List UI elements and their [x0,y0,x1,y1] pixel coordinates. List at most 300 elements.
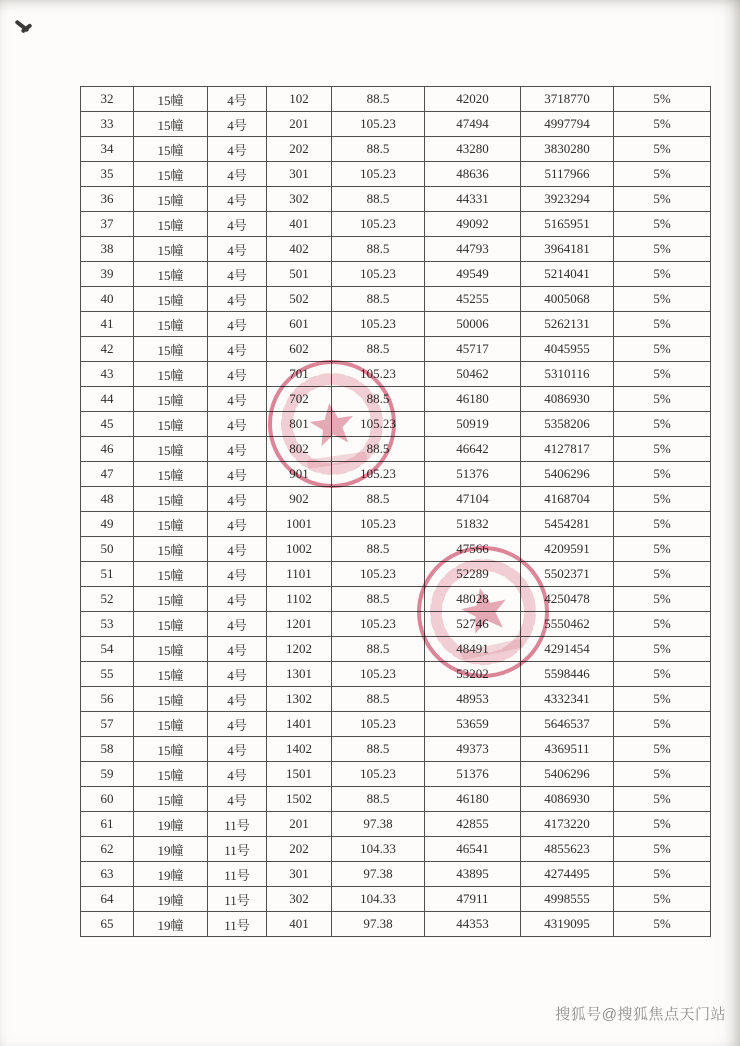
cell-building: 15幢 [134,87,208,112]
table-row [81,912,711,937]
cell-unit: 4号 [208,787,267,812]
cell-unit: 11号 [208,862,267,887]
table-row [81,437,711,462]
table-row [81,212,711,237]
cell-total-price: 3964181 [521,237,614,262]
cell-building: 15幢 [134,212,208,237]
cell-area: 105.23 [332,512,425,537]
cell-building: 15幢 [134,537,208,562]
table-row [81,712,711,737]
cell-area: 97.38 [332,812,425,837]
cell-room: 1401 [267,712,332,737]
cell-room: 502 [267,287,332,312]
table-row [81,112,711,137]
cell-row-no: 44 [81,387,134,412]
cell-row-no: 39 [81,262,134,287]
cell-total-price: 5502371 [521,562,614,587]
table-row [81,737,711,762]
cell-rate: 5% [614,512,711,537]
cell-row-no: 59 [81,762,134,787]
cell-unit: 4号 [208,587,267,612]
cell-unit-price: 53659 [425,712,521,737]
cell-unit: 4号 [208,562,267,587]
cell-total-price: 4319095 [521,912,614,937]
cell-area: 88.5 [332,337,425,362]
cell-unit: 4号 [208,212,267,237]
cell-area: 97.38 [332,912,425,937]
cell-building: 15幢 [134,512,208,537]
cell-unit-price: 49092 [425,212,521,237]
cell-unit: 4号 [208,87,267,112]
cell-row-no: 42 [81,337,134,362]
cell-building: 15幢 [134,462,208,487]
cell-unit-price: 48953 [425,687,521,712]
cell-building: 15幢 [134,612,208,637]
cell-rate: 5% [614,212,711,237]
cell-unit: 4号 [208,112,267,137]
cell-unit: 4号 [208,412,267,437]
cell-rate: 5% [614,387,711,412]
cell-room: 302 [267,187,332,212]
table-row [81,537,711,562]
cell-room: 1102 [267,587,332,612]
cell-building: 15幢 [134,412,208,437]
cell-unit: 4号 [208,187,267,212]
cell-unit: 11号 [208,812,267,837]
table-row [81,412,711,437]
cell-unit-price: 42855 [425,812,521,837]
table-row [81,337,711,362]
cell-unit: 4号 [208,537,267,562]
table-row [81,137,711,162]
cell-row-no: 35 [81,162,134,187]
cell-rate: 5% [614,562,711,587]
cell-building: 15幢 [134,762,208,787]
cell-total-price: 5646537 [521,712,614,737]
cell-building: 15幢 [134,362,208,387]
cell-unit: 4号 [208,687,267,712]
cell-total-price: 4250478 [521,587,614,612]
cell-room: 1101 [267,562,332,587]
cell-area: 88.5 [332,437,425,462]
cell-area: 105.23 [332,662,425,687]
cell-total-price: 5454281 [521,512,614,537]
cell-total-price: 4369511 [521,737,614,762]
cell-unit: 4号 [208,662,267,687]
cell-building: 15幢 [134,262,208,287]
cell-unit: 4号 [208,337,267,362]
cell-total-price: 4086930 [521,787,614,812]
cell-total-price: 4332341 [521,687,614,712]
cell-unit-price: 50006 [425,312,521,337]
cell-rate: 5% [614,162,711,187]
cell-total-price: 5406296 [521,462,614,487]
cell-total-price: 4997794 [521,112,614,137]
cell-building: 15幢 [134,312,208,337]
cell-row-no: 51 [81,562,134,587]
table-row [81,812,711,837]
cell-unit: 4号 [208,387,267,412]
cell-total-price: 3718770 [521,87,614,112]
cell-row-no: 60 [81,787,134,812]
cell-total-price: 4086930 [521,387,614,412]
cell-unit-price: 49373 [425,737,521,762]
cell-room: 302 [267,887,332,912]
cell-room: 201 [267,812,332,837]
cell-rate: 5% [614,887,711,912]
cell-total-price: 5214041 [521,262,614,287]
cell-row-no: 38 [81,237,134,262]
cell-rate: 5% [614,587,711,612]
table-row [81,512,711,537]
cell-unit: 4号 [208,287,267,312]
cell-building: 15幢 [134,287,208,312]
cell-area: 105.23 [332,462,425,487]
cell-rate: 5% [614,487,711,512]
cell-room: 1001 [267,512,332,537]
cell-total-price: 4209591 [521,537,614,562]
cell-room: 501 [267,262,332,287]
table-row [81,87,711,112]
table-row [81,162,711,187]
table-row [81,487,711,512]
cell-area: 88.5 [332,487,425,512]
cell-rate: 5% [614,437,711,462]
table-row [81,762,711,787]
cell-room: 1201 [267,612,332,637]
cell-rate: 5% [614,862,711,887]
cell-unit-price: 50919 [425,412,521,437]
table-row [81,312,711,337]
cell-total-price: 4005068 [521,287,614,312]
cell-total-price: 4173220 [521,812,614,837]
cell-rate: 5% [614,362,711,387]
table-row [81,387,711,412]
cell-row-no: 47 [81,462,134,487]
table-row [81,187,711,212]
cell-unit-price: 46541 [425,837,521,862]
cell-building: 15幢 [134,387,208,412]
cell-building: 15幢 [134,162,208,187]
cell-room: 701 [267,362,332,387]
cell-row-no: 61 [81,812,134,837]
cell-unit-price: 53202 [425,662,521,687]
cell-unit-price: 45255 [425,287,521,312]
cell-building: 15幢 [134,237,208,262]
cell-unit-price: 47104 [425,487,521,512]
cell-unit-price: 47911 [425,887,521,912]
cell-area: 88.5 [332,287,425,312]
cell-building: 15幢 [134,737,208,762]
cell-building: 19幢 [134,887,208,912]
cell-unit: 4号 [208,162,267,187]
cell-room: 401 [267,912,332,937]
cell-total-price: 4168704 [521,487,614,512]
cell-rate: 5% [614,737,711,762]
cell-unit-price: 46642 [425,437,521,462]
cell-total-price: 5550462 [521,612,614,637]
cell-rate: 5% [614,412,711,437]
cell-row-no: 63 [81,862,134,887]
cell-room: 1502 [267,787,332,812]
cell-unit: 4号 [208,512,267,537]
cell-unit: 4号 [208,362,267,387]
cell-room: 402 [267,237,332,262]
cell-unit-price: 49549 [425,262,521,287]
cell-building: 15幢 [134,487,208,512]
cell-area: 88.5 [332,237,425,262]
cell-rate: 5% [614,687,711,712]
cell-area: 105.23 [332,362,425,387]
cell-unit-price: 44353 [425,912,521,937]
cell-room: 301 [267,862,332,887]
cell-building: 15幢 [134,587,208,612]
cell-row-no: 57 [81,712,134,737]
cell-room: 102 [267,87,332,112]
cell-rate: 5% [614,187,711,212]
cell-row-no: 65 [81,912,134,937]
cell-rate: 5% [614,112,711,137]
cell-building: 15幢 [134,187,208,212]
cell-area: 88.5 [332,687,425,712]
cell-building: 19幢 [134,837,208,862]
table-row [81,237,711,262]
cell-building: 15幢 [134,112,208,137]
cell-rate: 5% [614,762,711,787]
cell-unit-price: 51832 [425,512,521,537]
cell-row-no: 58 [81,737,134,762]
cell-total-price: 3923294 [521,187,614,212]
table-row [81,287,711,312]
cell-row-no: 64 [81,887,134,912]
cell-building: 15幢 [134,337,208,362]
cell-row-no: 56 [81,687,134,712]
cell-room: 702 [267,387,332,412]
cell-unit-price: 46180 [425,387,521,412]
cell-row-no: 34 [81,137,134,162]
cell-total-price: 4291454 [521,637,614,662]
cell-unit-price: 48636 [425,162,521,187]
cell-room: 202 [267,837,332,862]
cell-unit-price: 44793 [425,237,521,262]
cell-area: 105.23 [332,712,425,737]
cell-unit-price: 42020 [425,87,521,112]
cell-row-no: 53 [81,612,134,637]
cell-building: 19幢 [134,912,208,937]
cell-area: 105.23 [332,762,425,787]
cell-room: 1302 [267,687,332,712]
cell-row-no: 41 [81,312,134,337]
cell-total-price: 4855623 [521,837,614,862]
scan-artifact [14,19,29,32]
cell-area: 105.23 [332,262,425,287]
cell-room: 1402 [267,737,332,762]
cell-unit-price: 48491 [425,637,521,662]
cell-row-no: 37 [81,212,134,237]
cell-total-price: 5598446 [521,662,614,687]
cell-building: 15幢 [134,687,208,712]
cell-building: 15幢 [134,787,208,812]
cell-room: 1002 [267,537,332,562]
cell-room: 801 [267,412,332,437]
cell-unit: 4号 [208,437,267,462]
cell-rate: 5% [614,87,711,112]
price-table-body [81,87,711,937]
cell-rate: 5% [614,462,711,487]
cell-unit: 4号 [208,762,267,787]
cell-rate: 5% [614,787,711,812]
cell-building: 15幢 [134,562,208,587]
cell-building: 15幢 [134,137,208,162]
cell-area: 105.23 [332,212,425,237]
table-row [81,462,711,487]
table-row [81,862,711,887]
cell-row-no: 48 [81,487,134,512]
cell-unit: 4号 [208,637,267,662]
cell-area: 104.33 [332,887,425,912]
cell-area: 105.23 [332,312,425,337]
cell-room: 202 [267,137,332,162]
cell-rate: 5% [614,137,711,162]
cell-area: 88.5 [332,537,425,562]
cell-total-price: 5358206 [521,412,614,437]
cell-area: 88.5 [332,637,425,662]
cell-unit-price: 50462 [425,362,521,387]
cell-total-price: 4127817 [521,437,614,462]
table-row [81,662,711,687]
cell-area: 88.5 [332,387,425,412]
table-row [81,637,711,662]
cell-area: 88.5 [332,737,425,762]
table-row [81,887,711,912]
watermark: 搜狐号@搜狐焦点天门站 [555,1006,726,1023]
cell-unit: 4号 [208,262,267,287]
cell-building: 19幢 [134,812,208,837]
cell-room: 802 [267,437,332,462]
cell-rate: 5% [614,262,711,287]
cell-unit: 4号 [208,137,267,162]
cell-unit-price: 46180 [425,787,521,812]
cell-area: 88.5 [332,87,425,112]
cell-rate: 5% [614,237,711,262]
price-table [80,86,711,937]
cell-rate: 5% [614,812,711,837]
cell-rate: 5% [614,912,711,937]
cell-unit-price: 48028 [425,587,521,612]
cell-row-no: 43 [81,362,134,387]
table-row [81,837,711,862]
cell-unit-price: 51376 [425,462,521,487]
cell-total-price: 5406296 [521,762,614,787]
table-row [81,562,711,587]
cell-room: 601 [267,312,332,337]
cell-unit-price: 47566 [425,537,521,562]
cell-area: 104.33 [332,837,425,862]
cell-unit-price: 43280 [425,137,521,162]
cell-unit: 4号 [208,487,267,512]
cell-row-no: 32 [81,87,134,112]
cell-unit: 4号 [208,737,267,762]
cell-total-price: 4274495 [521,862,614,887]
cell-unit-price: 44331 [425,187,521,212]
cell-building: 15幢 [134,662,208,687]
cell-total-price: 5117966 [521,162,614,187]
cell-total-price: 5310116 [521,362,614,387]
cell-unit: 11号 [208,912,267,937]
cell-room: 1501 [267,762,332,787]
cell-rate: 5% [614,312,711,337]
cell-building: 19幢 [134,862,208,887]
cell-area: 88.5 [332,137,425,162]
table-row [81,612,711,637]
cell-room: 901 [267,462,332,487]
cell-total-price: 5262131 [521,312,614,337]
table-row [81,587,711,612]
cell-room: 301 [267,162,332,187]
cell-row-no: 54 [81,637,134,662]
cell-total-price: 4045955 [521,337,614,362]
cell-row-no: 55 [81,662,134,687]
cell-unit: 4号 [208,462,267,487]
cell-total-price: 5165951 [521,212,614,237]
cell-row-no: 50 [81,537,134,562]
cell-building: 15幢 [134,637,208,662]
cell-area: 105.23 [332,612,425,637]
cell-unit-price: 45717 [425,337,521,362]
cell-unit: 11号 [208,887,267,912]
cell-area: 97.38 [332,862,425,887]
cell-unit: 4号 [208,612,267,637]
cell-room: 401 [267,212,332,237]
cell-area: 88.5 [332,787,425,812]
cell-unit: 4号 [208,712,267,737]
cell-unit: 4号 [208,312,267,337]
cell-rate: 5% [614,662,711,687]
cell-unit: 11号 [208,837,267,862]
cell-area: 105.23 [332,112,425,137]
cell-rate: 5% [614,612,711,637]
cell-row-no: 46 [81,437,134,462]
cell-room: 201 [267,112,332,137]
cell-room: 602 [267,337,332,362]
cell-total-price: 4998555 [521,887,614,912]
cell-row-no: 62 [81,837,134,862]
table-row [81,687,711,712]
cell-rate: 5% [614,287,711,312]
cell-area: 88.5 [332,187,425,212]
cell-row-no: 45 [81,412,134,437]
cell-rate: 5% [614,337,711,362]
cell-unit-price: 52746 [425,612,521,637]
cell-unit-price: 47494 [425,112,521,137]
cell-rate: 5% [614,712,711,737]
cell-room: 1202 [267,637,332,662]
cell-area: 105.23 [332,412,425,437]
cell-row-no: 52 [81,587,134,612]
cell-row-no: 40 [81,287,134,312]
cell-unit: 4号 [208,237,267,262]
cell-area: 105.23 [332,162,425,187]
cell-unit-price: 51376 [425,762,521,787]
cell-area: 88.5 [332,587,425,612]
cell-room: 1301 [267,662,332,687]
cell-unit-price: 52289 [425,562,521,587]
cell-rate: 5% [614,637,711,662]
cell-row-no: 33 [81,112,134,137]
cell-row-no: 36 [81,187,134,212]
cell-total-price: 3830280 [521,137,614,162]
table-row [81,262,711,287]
